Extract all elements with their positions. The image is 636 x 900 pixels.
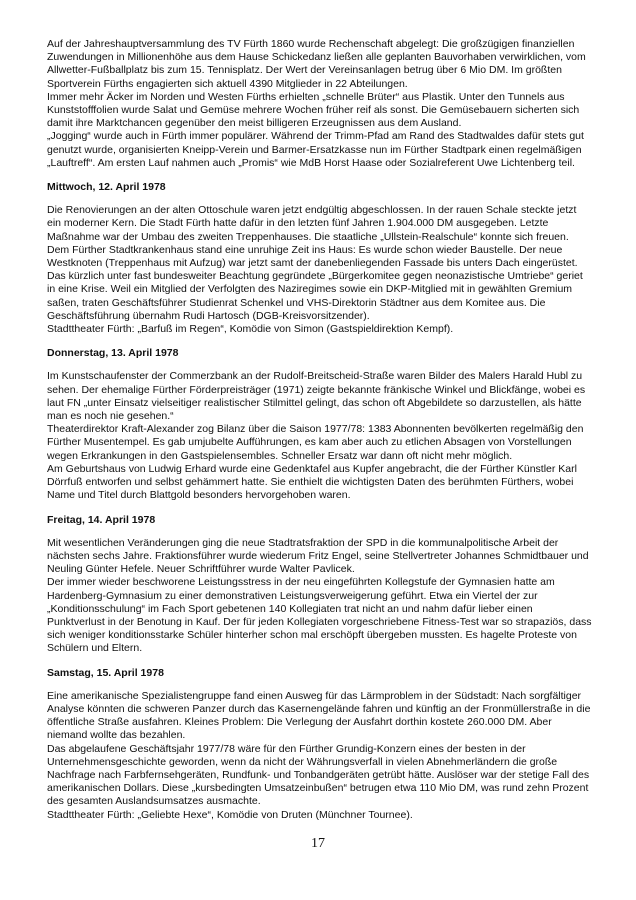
paragraph: Am Geburtshaus von Ludwig Erhard wurde eine Gedenktafel aus Kupfer angebracht, die der Fürther Künstler Karl Dörrfuß entworfen und selbst gehämmert hatte. Sie enthielt die wichtigsten Daten des berühmten Fürthers, wobei Name und Titel durch Blattgold besonders hervorgehoben waren. — [47, 462, 577, 502]
paragraph: Mit wesentlichen Veränderungen ging die neue Stadtratsfraktion der SPD in die kommunalpolitische Arbeit der nächsten sechs Jahre. Fraktionsführer wurde wiederum Fritz Engel, seine Stellvertreter Johannes Schmidtbauer und Neuling Günter Hefele. Neuer Schriftführer wurde Walter Pavlicek. — [47, 536, 589, 576]
paragraph: Immer mehr Äcker im Norden und Westen Fürths erhielten „schnelle Brüter“ aus Plastik. Unter den Tunnels aus Kunststofffolien wurde Salat und Gemüse mehrere Wochen früher reif als sonst. Die Gemüsebauern sicherten sich damit ihre Marktchancen gegenüber den meist billigeren Erzeugnissen aus dem Ausland. — [47, 90, 580, 130]
page-number: 17 — [311, 836, 325, 851]
document-page — [47, 38, 592, 822]
section-4 — [47, 514, 592, 656]
section-3 — [47, 347, 592, 502]
paragraph: Der immer wieder beschworene Leistungsstress in der neu eingeführten Kollegstufe der Gymnasien hatte am Hardenberg-Gymnasium zu einer demonstrativen Leistungsverweigerung geführt. Etwa ein Viertel der zur „Konditionsschulung“ im Fach Sport gebetenen 140 Kollegiaten trat nicht an und nahm dafür lieber einen Punktverlust in der Benotung in Kauf. Der für jeden Kollegiaten vorgeschriebene Fitness-Test war so strapaziös, dass sich weniger konditionsstarke Schüler hinterher schon mal erschöpft übergeben mussten. Es hagelte Proteste von Schülern und Eltern. — [47, 576, 592, 655]
paragraph: Dem Fürther Stadtkrankenhaus stand eine unruhige Zeit ins Haus: Es wurde schon wieder Baustelle. Der neue Westknoten (Treppenhaus mit Aufzug) war jetzt samt der danebenliegenden Fassade bis unters Dach eingerüstet. — [47, 243, 578, 270]
intro-block — [47, 38, 592, 170]
section-date-heading: Freitag, 14. April 1978 — [47, 513, 156, 526]
paragraph: Das kürzlich unter fast bundesweiter Beachtung gegründete „Bürgerkomitee gegen neonazistische Umtriebe“ geriet in eine Krise. Weil ein Mitglied der Verfolgten des Naziregimes sowie ein DKP-Mitglied mit in gewählten Gremium saßen, traten Geschäftsführer Studienrat Schenkel und VHS-Direktorin Städtner aus dem Komitee aus. Die Geschäftsführung übernahm Rudi Hartosch (DGB-Kreisvorsitzender). — [47, 270, 583, 322]
section-2 — [47, 181, 592, 336]
section-date-heading: Donnerstag, 13. April 1978 — [47, 347, 179, 360]
section-date-heading: Samstag, 15. April 1978 — [47, 666, 164, 679]
paragraph: Stadttheater Fürth: „Barfuß im Regen“, Komödie von Simon (Gastspieldirektion Kempf). — [47, 323, 454, 336]
section-5 — [47, 667, 592, 822]
paragraph: Stadttheater Fürth: „Geliebte Hexe“, Komödie von Druten (Münchner Tournee). — [47, 808, 413, 821]
paragraph: Theaterdirektor Kraft-Alexander zog Bilanz über die Saison 1977/78: 1383 Abonnenten bevölkerten regelmäßig den Fürther Musentempel. Es gab umjubelte Aufführungen, es kam aber auch zu etlichen Absagen von Vorstellungen wegen Erkrankungen in den Gastspielensembles. Schneller Ersatz war dann oft nicht mehr möglich. — [47, 423, 584, 462]
paragraph: „Jogging“ wurde auch in Fürth immer populärer. Während der Trimm-Pfad am Rand des Stadtwaldes dafür stets gut genutzt wurde, organisierten Kneipp-Verein und Barmer-Ersatzkasse nun im Fürther Stadtpark einen regelmäßigen „Lauftreff“. Am ersten Lauf nahmen auch „Promis“ wie MdB Horst Haase oder Sozialreferent Uwe Lichtenberg teil. — [47, 130, 584, 169]
section-date-heading: Mittwoch, 12. April 1978 — [47, 181, 166, 194]
paragraph: Das abgelaufene Geschäftsjahr 1977/78 wäre für den Fürther Grundig-Konzern eines der besten in der Unternehmensgeschichte geworden, wenn da nicht der Währungsverfall in vielen Abnehmerländern die große Nachfrage nach Farbfernsehgeräten, Rundfunk- und Tonbandgeräten getrübt hätte. Auslöser war der stetige Fall des amerikanischen Dollars. Diese „kursbedingten Umsatzeinbußen“ betrugen etwa 110 Mio DM, was rund zehn Prozent des gesamten Auslandsumsatzes ausmachte. — [47, 742, 590, 808]
paragraph: Im Kunstschaufenster der Commerzbank an der Rudolf-Breitscheid-Straße waren Bilder des Malers Harald Hubl zu sehen. Der ehemalige Fürther Förderpreisträger (1971) zeigte bekannte fränkische Winkel und Blickfänge, wobei es laut FN „unter Einsatz vielseitiger realistischer Stilmittel gelingt, das schon oft Abgebildete so darzustellen, als hätte man es noch nie gesehen.“ — [47, 370, 586, 423]
paragraph: Auf der Jahreshauptversammlung des TV Fürth 1860 wurde Rechenschaft abgelegt: Die großzügigen finanziellen Zuwendungen in Millionenhöhe aus dem Hause Schickedanz ließen alle geplanten Bauvorhaben verwirklichen, vom Allwetter-Fußballplatz bis zum 15. Tennisplatz. Der Wert der Vereinsanlagen betrug über 6 Mio DM. Im größten Sportverein Fürths engagierten sich aktuell 4390 Mitglieder in 22 Abteilungen. — [47, 38, 586, 90]
paragraph: Die Renovierungen an der alten Ottoschule waren jetzt endgültig abgeschlossen. In der rauen Schale steckte jetzt ein moderner Kern. Die Stadt Fürth hatte dafür in den letzten fünf Jahren 1.904.000 DM ausgegeben. Letzte Maßnahme war der Umbau des zweiten Treppenhauses. Die staatliche „Ullstein-Realschule“ konnte sich freuen. — [47, 204, 577, 243]
paragraph: Eine amerikanische Spezialistengruppe fand einen Ausweg für das Lärmproblem in der Südstadt: Nach sorgfältiger Analyse könnten die schweren Panzer durch das Kasernengelände fahren und künftig an der Fronmüllerstraße in die öffentliche Straße ausfahren. Kleines Problem: Die Verlegung der Ausfahrt dorthin kostete 260.000 DM. Aber niemand wollte das bezahlen. — [47, 689, 591, 742]
